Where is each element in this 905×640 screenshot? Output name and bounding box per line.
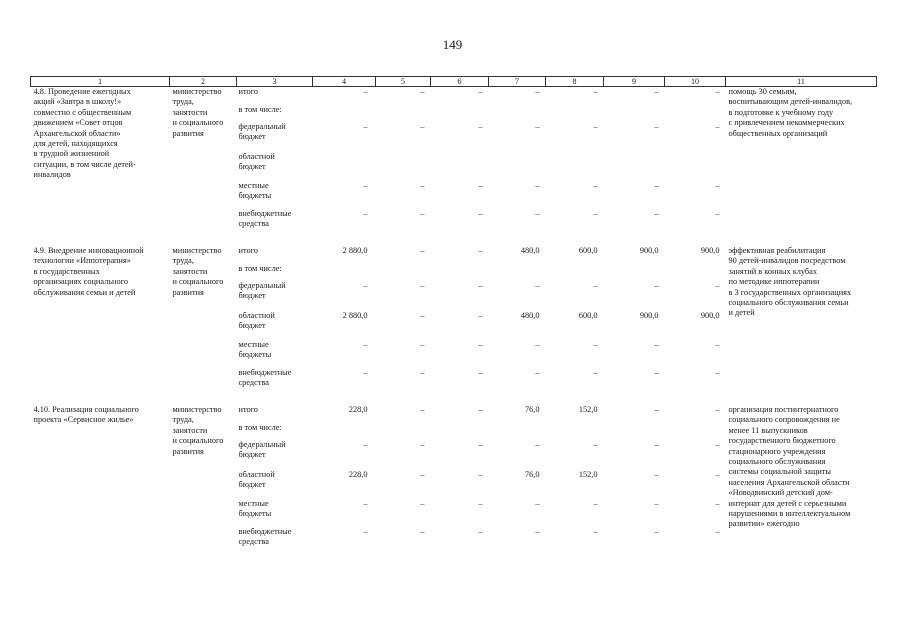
funding-value: – [535,281,540,290]
text-line: 4.10. Реализация социального [33,405,139,414]
text-line: организациях социального [33,277,128,287]
column-number: 7 [489,77,546,87]
text-line: и детей [728,308,755,318]
funding-value: – [420,209,425,218]
funding-value: – [363,340,368,349]
funding-source [237,105,313,122]
text-line: местные [238,181,269,190]
funding-value: 480,0 [520,311,540,320]
funding-value: – [715,405,720,414]
text-line: Архангельской области» [33,128,121,138]
text-line: федеральный [238,122,286,131]
funding-value: – [593,527,598,536]
text-line: акций «Завтра в школу!» [33,97,122,107]
funding-value [546,264,604,281]
funding-value [546,152,604,181]
executor [170,87,237,237]
text-line: федеральный [238,281,286,290]
text-line: бюджет [238,291,266,301]
funding-value: 2 880,0 [342,246,368,255]
text-line: обслуживания семьи и детей [33,287,136,297]
funding-value: 600,0 [578,311,598,320]
text-line: 4.8. Проведение ежегодных [33,87,131,96]
text-line: итого [238,87,258,96]
funding-value: – [715,122,720,131]
funding-value: – [420,340,425,349]
funding-value: – [593,368,598,377]
funding-value [376,152,431,181]
column-number: 8 [546,77,604,87]
text-line: средства [238,537,269,547]
text-line: «Новодвинский детский дом- [728,488,833,498]
funding-value [604,423,665,440]
funding-value: – [478,122,483,131]
funding-value: – [715,368,720,377]
funding-value [665,423,726,440]
text-line: государственного бюджетного [728,436,836,446]
funding-value: 600,0 [578,246,598,255]
text-line: министерство [172,405,222,414]
text-line: занятий в конных клубах [728,266,817,276]
section-gap [31,395,877,405]
funding-value: – [420,122,425,131]
text-line: по методике иппотерапии [728,277,820,287]
text-line: технологии «Иппотерапия» [33,256,131,266]
funding-source [237,368,313,395]
funding-value [604,105,665,122]
funding-value: – [420,311,425,320]
text-line: средства [238,219,269,229]
text-line: внебюджетные [238,209,292,218]
text-line: развития [172,446,204,456]
text-line: областной [238,152,275,161]
text-line: инвалидов [33,170,71,180]
funding-value: – [363,499,368,508]
column-number: 10 [665,77,726,87]
page-number: 149 [442,37,463,52]
table-row [31,87,877,106]
funding-value: – [593,281,598,290]
funding-value: – [478,340,483,349]
funding-value: – [363,281,368,290]
text-line: организация постинтернатного [728,405,839,414]
funding-value: – [715,87,720,96]
funding-value [313,423,376,440]
funding-value: – [654,281,659,290]
column-number: 6 [431,77,489,87]
funding-value: – [535,527,540,536]
funding-value: – [420,440,425,449]
funding-value [431,105,489,122]
text-line: интернат для детей с серьезными [728,498,847,508]
text-line: в 3 государственных организациях [728,287,852,297]
section-gap [31,236,877,246]
funding-value [376,105,431,122]
text-line: средства [238,378,269,388]
funding-value: – [478,368,483,377]
measure-description [31,87,170,237]
column-number: 2 [170,77,237,87]
funding-value: – [478,527,483,536]
text-line: помощь 30 семьям, [728,87,797,96]
text-line: эффективная реабилитация [728,246,826,255]
funding-value: 900,0 [639,311,659,320]
funding-source [237,122,313,152]
text-line: труда, [172,256,194,266]
text-line: воспитывающим детей-инвалидов, [728,97,853,107]
table-row [31,405,877,423]
text-line: бюджет [238,132,266,142]
funding-value: – [654,122,659,131]
funding-source [237,340,313,368]
text-line: бюджет [238,162,266,172]
funding-value [546,423,604,440]
funding-source [237,152,313,181]
text-line: бюджеты [238,509,272,519]
funding-value: – [593,209,598,218]
funding-source [237,246,313,264]
funding-value: 480,0 [520,246,540,255]
text-line: занятости [172,107,208,117]
text-line: министерство [172,246,222,255]
text-line: с привлечением некоммерческих [728,118,845,128]
measure-description [31,405,170,554]
column-number: 3 [237,77,313,87]
funding-value: – [363,87,368,96]
text-line: областной [238,311,275,320]
funding-value: 152,0 [578,405,598,414]
text-line: внебюджетные [238,368,292,377]
funding-source [237,499,313,527]
text-line: социального обслуживания семьи [728,298,849,308]
funding-value: – [420,499,425,508]
text-line: и социального [172,436,224,446]
text-line: ситуации, в том числе детей- [33,159,136,169]
funding-value [665,264,726,281]
funding-value: 228,0 [348,470,368,479]
funding-value: – [715,470,720,479]
executor [170,246,237,395]
funding-value: – [654,209,659,218]
funding-value: – [478,209,483,218]
funding-value: 900,0 [639,246,659,255]
funding-value: – [535,181,540,190]
funding-value [665,105,726,122]
funding-value: – [593,340,598,349]
funding-value: – [593,87,598,96]
text-line: итого [238,405,258,414]
funding-value: – [715,527,720,536]
column-number-row [31,77,877,87]
funding-value [489,423,546,440]
text-line: для детей, находящихся [33,139,118,149]
text-line: бюджеты [238,350,272,360]
funding-value: – [420,87,425,96]
funding-value [376,423,431,440]
text-line: населения Архангельской области [728,477,850,487]
text-line: развития [172,287,204,297]
funding-value: – [363,181,368,190]
funding-value: 900,0 [700,246,720,255]
text-line: в том числе: [238,105,282,114]
text-line: в трудной жизненной [33,149,110,159]
funding-value: 76,0 [524,405,540,414]
funding-value: – [420,527,425,536]
funding-value: – [654,405,659,414]
text-line: в том числе: [238,423,282,432]
column-number: 11 [726,77,877,87]
funding-source [237,527,313,554]
text-line: развития [172,128,204,138]
funding-value: 152,0 [578,470,598,479]
text-line: социального сопровождения не [728,415,840,425]
text-line: внебюджетные [238,527,292,536]
measure-description [31,246,170,395]
funding-value [376,264,431,281]
funding-value: – [654,499,659,508]
funding-value: – [654,527,659,536]
funding-value: – [420,368,425,377]
section-gap-cell [31,395,877,405]
funding-value: – [420,181,425,190]
funding-value: – [654,181,659,190]
funding-value: – [420,281,425,290]
funding-value: – [420,470,425,479]
funding-value [313,264,376,281]
funding-value: – [715,281,720,290]
column-number: 4 [313,77,376,87]
funding-value [489,264,546,281]
text-line: федеральный [238,440,286,449]
funding-value: 900,0 [700,311,720,320]
funding-value: – [715,209,720,218]
funding-value [546,105,604,122]
text-line: социального обслуживания [728,457,826,467]
funding-value: – [654,340,659,349]
funding-source [237,405,313,423]
funding-source [237,264,313,281]
funding-value [489,152,546,181]
funding-value: 228,0 [348,405,368,414]
funding-value: – [535,122,540,131]
funding-value: – [478,311,483,320]
funding-value: – [478,87,483,96]
text-line: и социального [172,277,224,287]
funding-value: – [535,87,540,96]
funding-value [313,105,376,122]
text-line: в подготовке к учебному году [728,107,834,117]
expected-result [726,246,877,395]
funding-value [604,152,665,181]
text-line: бюджет [238,321,266,331]
expected-result [726,405,877,554]
funding-value: – [593,440,598,449]
text-line: стационарного учреждения [728,446,826,456]
funding-value: 2 880,0 [342,311,368,320]
section-gap-cell [31,236,877,246]
funding-source [237,209,313,236]
column-number: 5 [376,77,431,87]
expected-result [726,87,877,237]
funding-source [237,470,313,499]
funding-value: – [593,181,598,190]
funding-value [604,264,665,281]
text-line: труда, [172,97,194,107]
funding-value: – [654,470,659,479]
funding-value: – [478,181,483,190]
funding-source [237,181,313,209]
text-line: занятости [172,266,208,276]
text-line: занятости [172,425,208,435]
text-line: областной [238,470,275,479]
funding-value: – [478,246,483,255]
text-line: развитии» ежегодно [728,519,800,529]
funding-value: – [593,499,598,508]
text-line: 90 детей-инвалидов посредством [728,256,846,266]
program-table [30,76,877,554]
funding-value: – [535,499,540,508]
funding-value: – [478,499,483,508]
funding-value: – [715,340,720,349]
funding-value: – [478,281,483,290]
executor [170,405,237,554]
funding-value [431,152,489,181]
funding-value: – [420,405,425,414]
funding-value [665,152,726,181]
text-line: местные [238,340,269,349]
funding-value: – [535,368,540,377]
text-line: нарушениями в интеллектуальном [728,509,851,519]
funding-value: 76,0 [524,470,540,479]
text-line: менее 11 выпускников [728,425,808,435]
text-line: движением «Совет отцов [33,118,123,128]
funding-value: – [478,470,483,479]
text-line: в том числе: [238,264,282,273]
funding-value: – [535,340,540,349]
text-line: местные [238,499,269,508]
funding-value: – [715,181,720,190]
funding-value: – [363,527,368,536]
funding-value [431,264,489,281]
funding-source [237,87,313,106]
funding-value: – [363,209,368,218]
funding-value: – [363,368,368,377]
funding-value: – [363,440,368,449]
table-row [31,246,877,264]
funding-value: – [593,122,598,131]
text-line: бюджеты [238,191,272,201]
text-line: бюджет [238,480,266,490]
funding-source [237,440,313,470]
funding-value: – [535,209,540,218]
text-line: 4.9. Внедрение инновационной [33,246,144,255]
column-number: 1 [31,77,170,87]
text-line: системы социальной защиты [728,467,831,477]
text-line: труда, [172,415,194,425]
text-line: в государственных [33,266,100,276]
text-line: проекта «Сервисное жилье» [33,415,134,425]
funding-value: – [535,440,540,449]
text-line: бюджет [238,450,266,460]
funding-value: – [654,368,659,377]
funding-value: – [420,246,425,255]
text-line: министерство [172,87,222,96]
text-line: совместно с общественным [33,107,132,117]
text-line: общественных организаций [728,128,828,138]
funding-source [237,311,313,340]
funding-source [237,423,313,440]
text-line: и социального [172,118,224,128]
funding-value: – [654,440,659,449]
funding-value: – [478,405,483,414]
funding-value: – [715,440,720,449]
column-number: 9 [604,77,665,87]
text-line: итого [238,246,258,255]
funding-value: – [363,122,368,131]
funding-value: – [654,87,659,96]
funding-value [313,152,376,181]
funding-source [237,281,313,311]
funding-value: – [478,440,483,449]
table-body [31,87,877,555]
funding-value [431,423,489,440]
funding-value [489,105,546,122]
funding-value: – [715,499,720,508]
